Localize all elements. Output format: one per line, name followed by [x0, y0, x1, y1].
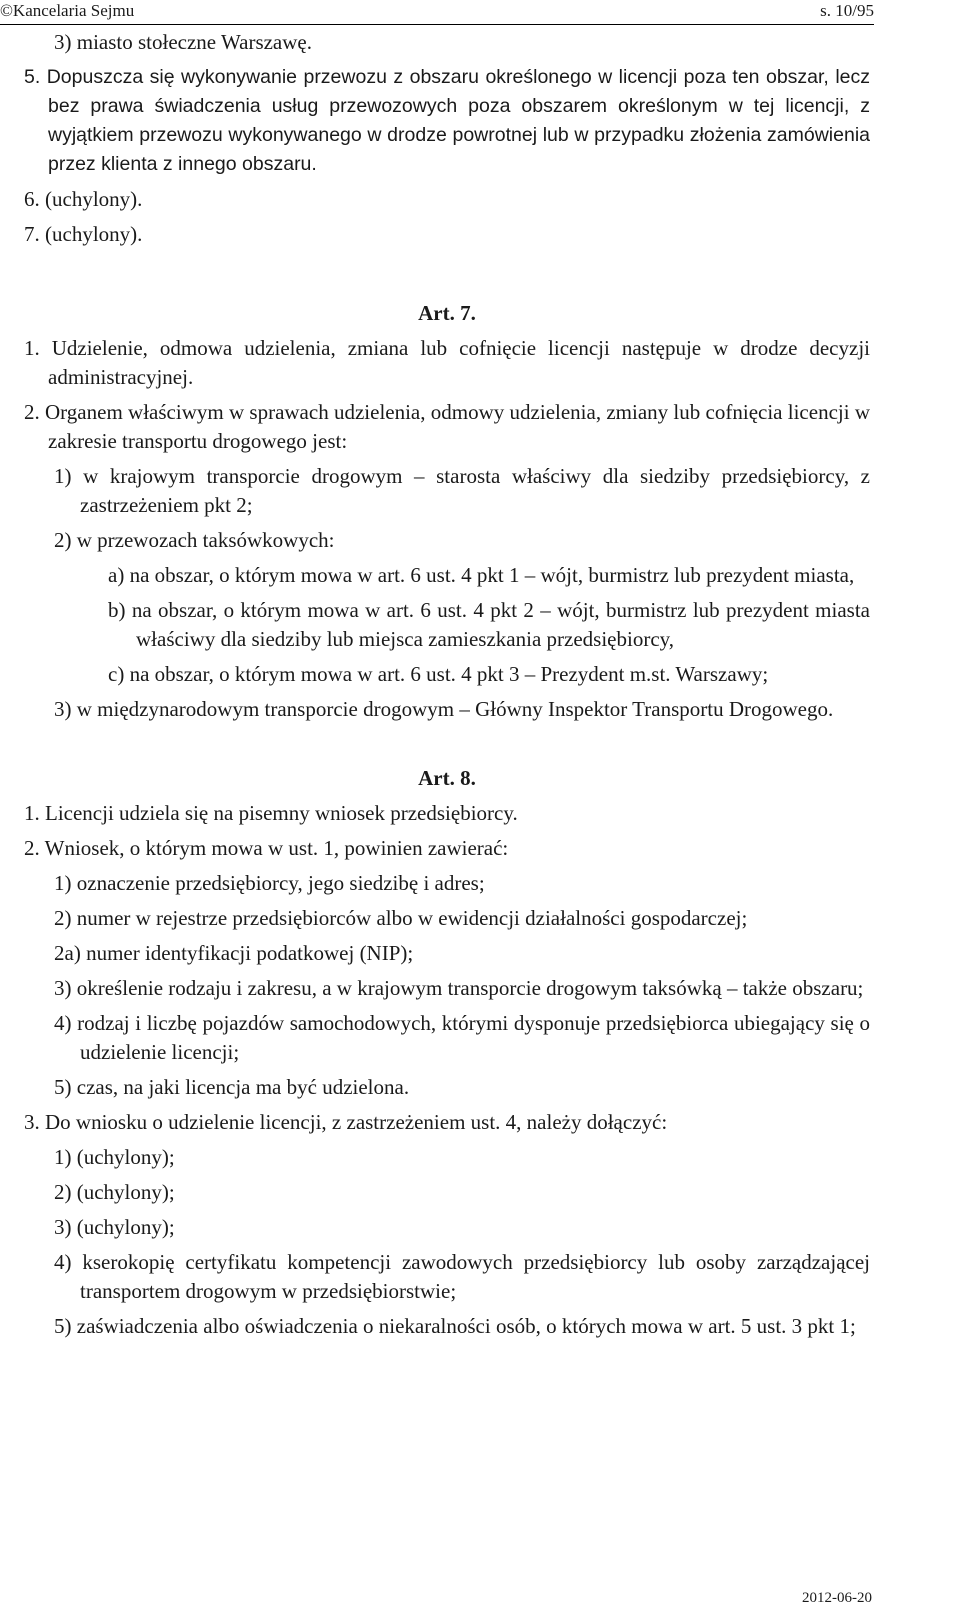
art8-ust2: 2. Wniosek, o którym mowa w ust. 1, powinien zawierać: [24, 836, 509, 860]
art7-ust2-pkt3: 3) w międzynarodowym transporcie drogowym – Główny Inspektor Transportu Drogowego. [54, 697, 834, 721]
header-page-number: s. 10/95 [820, 1, 874, 20]
art8-ust3-pkt2: 2) (uchylony); [54, 1180, 175, 1204]
art8-ust2-pkt2a: 2a) numer identyfikacji podatkowej (NIP); [54, 941, 414, 965]
art8-ust3: 3. Do wniosku o udzielenie licencji, z zastrzeżeniem ust. 4, należy dołączyć: [24, 1110, 668, 1134]
art6-ust4-pkt3: 3) miasto stołeczne Warszawę. [54, 30, 312, 54]
art8-ust2-pkt2: 2) numer w rejestrze przedsiębiorców albo w ewidencji działalności gospodarczej; [54, 906, 748, 930]
art7-ust1: 1. Udzielenie, odmowa udzielenia, zmiana lub cofnięcie licencji następuje w drodze decyzji administracyjnej. [24, 336, 870, 389]
art8-title: Art. 8. [418, 766, 476, 790]
art8-ust3-pkt1: 1) (uchylony); [54, 1145, 175, 1169]
page-footer-date: 2012-06-20 [802, 1590, 872, 1606]
header-source: ©Kancelaria Sejmu [0, 1, 135, 20]
art8-ust3-pkt5: 5) zaświadczenia albo oświadczenia o niekaralności osób, o których mowa w art. 5 ust. 3 pkt 1; [54, 1314, 856, 1338]
art7-ust2-pkt2: 2) w przewozach taksówkowych: [54, 528, 335, 552]
art8-ust2-pkt5: 5) czas, na jaki licencja ma być udzielona. [54, 1075, 410, 1099]
art7-title: Art. 7. [418, 301, 476, 325]
page-header [0, 0, 874, 25]
art8-ust1: 1. Licencji udziela się na pisemny wniosek przedsiębiorcy. [24, 801, 518, 825]
art6-ust6: 6. (uchylony). [24, 187, 143, 211]
art8-ust3-pkt3: 3) (uchylony); [54, 1215, 175, 1239]
art6-ust5: 5. Dopuszcza się wykonywanie przewozu z obszaru określonego w licencji poza ten obszar, lecz bez prawa świadczenia usług przewozowych poza obszarem określonym w tej licencji, z wyjątkiem przewozu wykonywanego w drodze powrotnej lub w przypadku złożenia zamówienia przez klienta z innego obszaru. [24, 66, 870, 175]
art8-ust2-pkt1: 1) oznaczenie przedsiębiorcy, jego siedzibę i adres; [54, 871, 485, 895]
art7-ust2-pkt2-lit-b: b) na obszar, o którym mowa w art. 6 ust. 4 pkt 2 – wójt, burmistrz lub prezydent miasta właściwy dla siedziby lub miejsca zamieszkania przedsiębiorcy, [108, 598, 870, 651]
art8-ust2-pkt4: 4) rodzaj i liczbę pojazdów samochodowych, którymi dysponuje przedsiębiorca ubiegający się o udzielenie licencji; [54, 1011, 870, 1064]
art7-ust2-pkt1: 1) w krajowym transporcie drogowym – starosta właściwy dla siedziby przedsiębiorcy, z zastrzeżeniem pkt 2; [54, 464, 870, 517]
art7-ust2: 2. Organem właściwym w sprawach udzielenia, odmowy udzielenia, zmiany lub cofnięcia licencji w zakresie transportu drogowego jest: [24, 400, 870, 453]
art6-ust7: 7. (uchylony). [24, 222, 143, 246]
art8-ust3-pkt4: 4) kserokopię certyfikatu kompetencji zawodowych przedsiębiorcy lub osoby zarządzającej transportem drogowym w przedsiębiorstwie; [54, 1250, 870, 1303]
art7-ust2-pkt2-lit-c: c) na obszar, o którym mowa w art. 6 ust. 4 pkt 3 – Prezydent m.st. Warszawy; [108, 662, 769, 686]
document-body [24, 28, 870, 1347]
art8-ust2-pkt3: 3) określenie rodzaju i zakresu, a w krajowym transporcie drogowym taksówką – także obszaru; [54, 976, 864, 1000]
art7-ust2-pkt2-lit-a: a) na obszar, o którym mowa w art. 6 ust. 4 pkt 1 – wójt, burmistrz lub prezydent miasta, [108, 563, 855, 587]
